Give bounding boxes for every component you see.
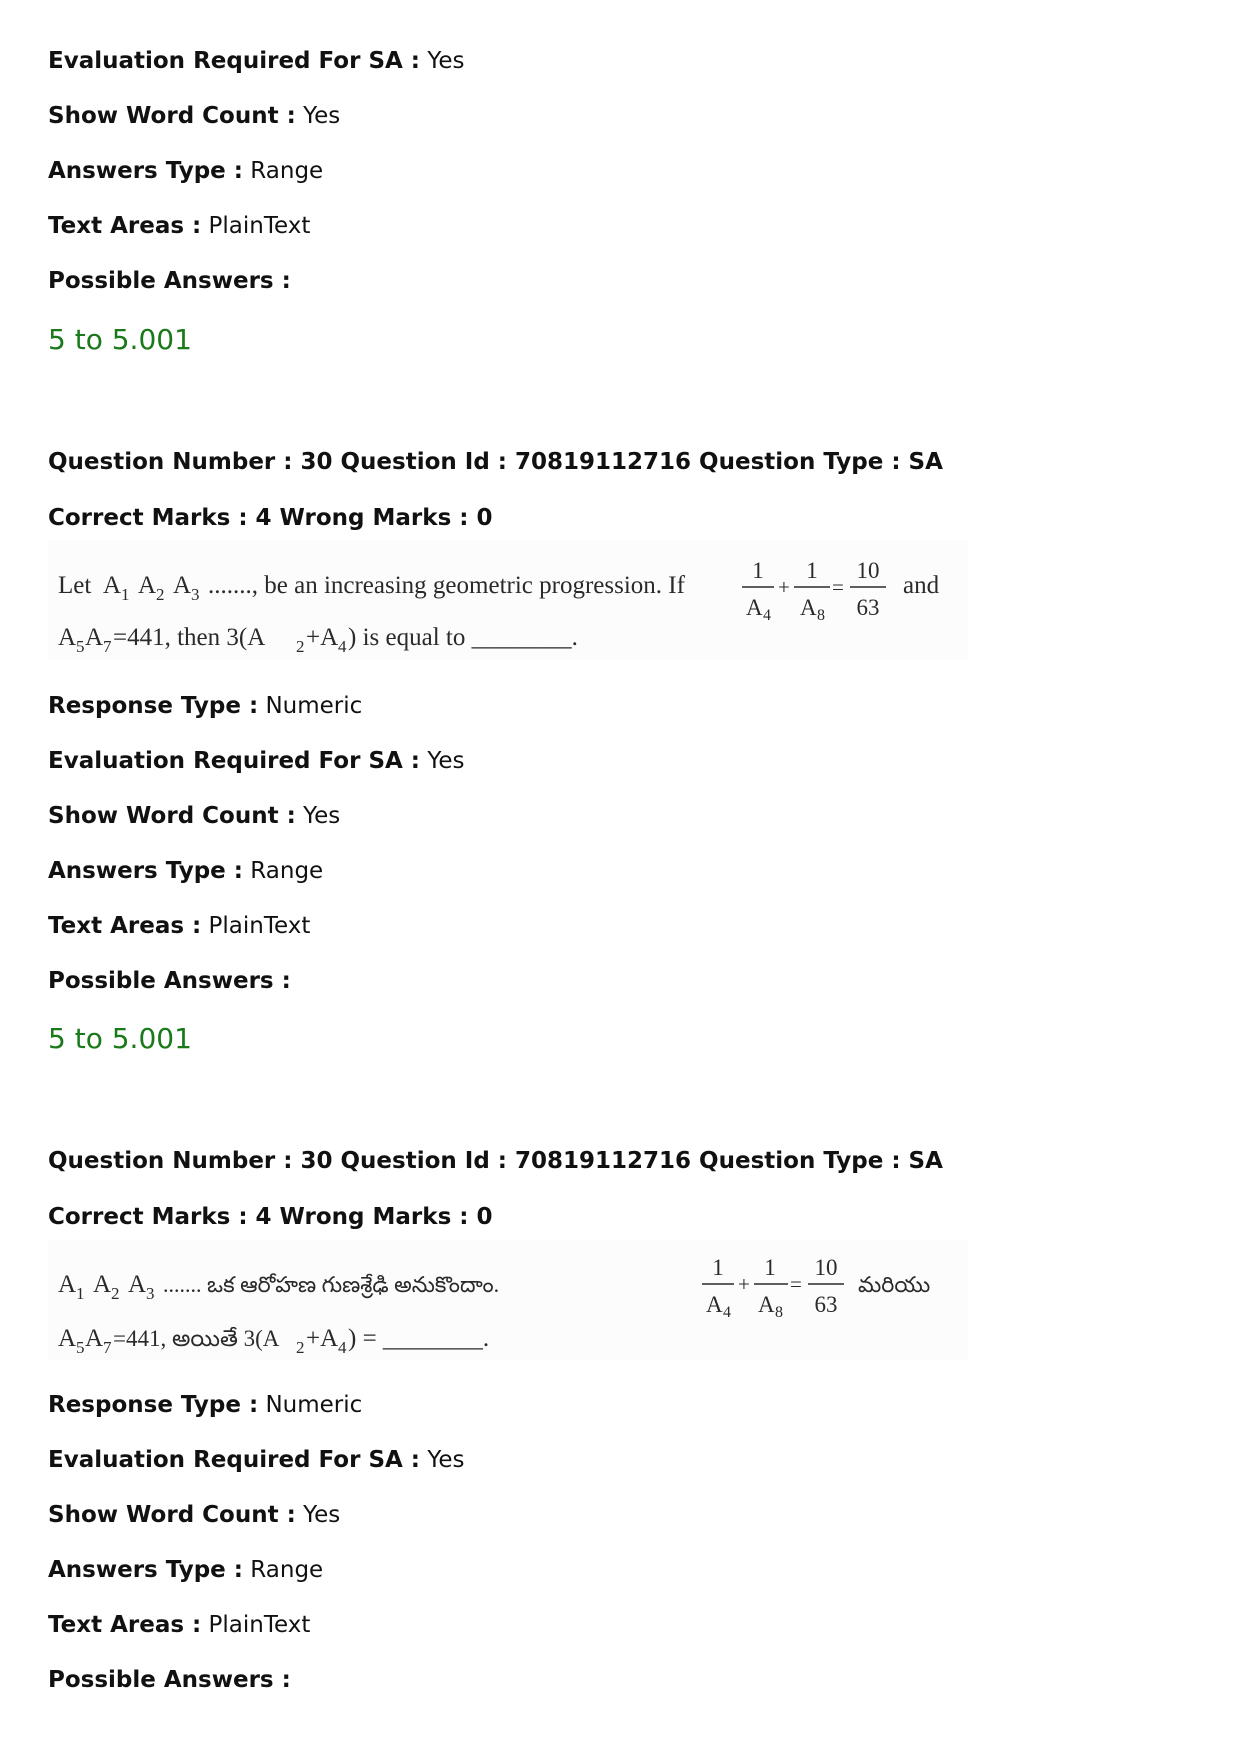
show-word-count-value: Yes <box>303 103 341 129</box>
frac3-numerator: 10 <box>814 1255 838 1280</box>
line2-end: ) is equal to ________. <box>348 624 578 651</box>
question-stem-image <box>48 540 968 660</box>
evaluation-required-row <box>48 746 464 776</box>
line2-a2-sub: 2 <box>296 637 305 656</box>
frac2-denominator: A <box>758 1292 775 1317</box>
answers-type-row <box>48 856 323 886</box>
evaluation-required-label: Evaluation Required For SA : <box>48 1447 421 1473</box>
equals-sign: = <box>790 1272 802 1296</box>
frac2-numerator: 1 <box>764 1255 776 1280</box>
line2-a5: A <box>58 1325 77 1352</box>
stem-a1-sub: 1 <box>76 1284 85 1303</box>
line2-a4-sub: 4 <box>338 637 347 656</box>
stem-a1-sub: 1 <box>121 585 130 604</box>
question-stem-image <box>48 1240 968 1360</box>
evaluation-required-value: Yes <box>427 748 465 774</box>
frac1-denominator-sub: 4 <box>763 607 771 624</box>
stem-a3-sub: 3 <box>191 585 200 604</box>
evaluation-required-row <box>48 1445 464 1475</box>
line2-a7-sub: 7 <box>103 1338 112 1357</box>
frac2-denominator-sub: 8 <box>817 607 825 624</box>
line2-a7: A <box>85 624 104 651</box>
possible-answers-label: Possible Answers : <box>48 1667 291 1693</box>
answers-type-row <box>48 1555 323 1585</box>
stem-a2-sub: 2 <box>156 585 165 604</box>
answers-type-value: Range <box>250 1557 324 1583</box>
question-header: Question Number : 30 Question Id : 70819112716 Question Type : SA <box>48 449 943 475</box>
evaluation-required-value: Yes <box>427 48 465 74</box>
answers-type-label: Answers Type : <box>48 858 243 884</box>
stem-a3: A <box>128 1271 147 1298</box>
question-header: Question Number : 30 Question Id : 70819112716 Question Type : SA <box>48 1148 943 1174</box>
plus-sign: + <box>778 575 790 599</box>
response-type-value: Numeric <box>265 693 363 719</box>
answers-type-label: Answers Type : <box>48 158 243 184</box>
show-word-count-label: Show Word Count : <box>48 103 296 129</box>
text-areas-value: PlainText <box>208 913 311 939</box>
line2-a2-sub: 2 <box>296 1338 305 1357</box>
response-type-row <box>48 1390 362 1420</box>
response-type-row <box>48 691 362 721</box>
evaluation-required-row <box>48 46 464 76</box>
text-areas-row <box>48 911 310 941</box>
stem-a2-sub: 2 <box>111 1284 120 1303</box>
plus-sign: + <box>738 1272 750 1296</box>
line2-plus-a: +A <box>306 624 339 651</box>
answers-type-row <box>48 156 323 186</box>
line2-a7-sub: 7 <box>103 637 112 656</box>
possible-answers-row <box>48 966 291 996</box>
line2-a7: A <box>85 1325 104 1352</box>
text-areas-label: Text Areas : <box>48 913 202 939</box>
possible-answer-value: 5 to 5.001 <box>48 1022 192 1055</box>
line2-end: ) = ________. <box>348 1325 490 1352</box>
question-marks: Correct Marks : 4 Wrong Marks : 0 <box>48 505 493 531</box>
response-type-value: Numeric <box>265 1392 363 1418</box>
show-word-count-value: Yes <box>303 1502 341 1528</box>
frac1-denominator: A <box>706 1292 723 1317</box>
line2-text: =441, then 3(A <box>113 624 266 651</box>
frac2-numerator: 1 <box>806 558 818 583</box>
response-type-label: Response Type : <box>48 1392 259 1418</box>
text-areas-row <box>48 1610 310 1640</box>
answers-type-label: Answers Type : <box>48 1557 243 1583</box>
question-marks: Correct Marks : 4 Wrong Marks : 0 <box>48 1204 493 1230</box>
frac1-denominator: A <box>746 595 763 620</box>
show-word-count-label: Show Word Count : <box>48 803 296 829</box>
possible-answers-label: Possible Answers : <box>48 968 291 994</box>
equals-sign: = <box>832 575 844 599</box>
frac3-denominator: 63 <box>856 595 880 620</box>
answers-type-value: Range <box>250 158 324 184</box>
evaluation-required-label: Evaluation Required For SA : <box>48 48 421 74</box>
text-areas-value: PlainText <box>208 1612 311 1638</box>
line2-text: =441, అయితే 3(A <box>113 1326 280 1351</box>
frac1-denominator-sub: 4 <box>723 1304 731 1321</box>
stem-a1: A <box>103 572 122 599</box>
possible-answers-row <box>48 1665 291 1695</box>
evaluation-required-label: Evaluation Required For SA : <box>48 748 421 774</box>
show-word-count-row <box>48 101 340 131</box>
show-word-count-value: Yes <box>303 803 341 829</box>
show-word-count-row <box>48 1500 340 1530</box>
possible-answer-value: 5 to 5.001 <box>48 323 192 356</box>
evaluation-required-value: Yes <box>427 1447 465 1473</box>
show-word-count-label: Show Word Count : <box>48 1502 296 1528</box>
answers-type-value: Range <box>250 858 324 884</box>
frac3-numerator: 10 <box>856 558 880 583</box>
stem-and: and <box>903 572 940 599</box>
frac2-denominator: A <box>800 595 817 620</box>
stem-text: ....... ఒక ఆరోహణ గుణశ్రేఢి అనుకొందాం. <box>163 1272 500 1297</box>
text-areas-label: Text Areas : <box>48 1612 202 1638</box>
frac1-numerator: 1 <box>752 558 764 583</box>
stem-a1: A <box>58 1271 77 1298</box>
line2-a5: A <box>58 624 77 651</box>
stem-a3: A <box>173 572 192 599</box>
text-areas-value: PlainText <box>208 213 311 239</box>
text-areas-row <box>48 211 310 241</box>
frac2-denominator-sub: 8 <box>775 1304 783 1321</box>
frac3-denominator: 63 <box>814 1292 838 1317</box>
text-areas-label: Text Areas : <box>48 213 202 239</box>
show-word-count-row <box>48 801 340 831</box>
stem-and: మరియు <box>858 1272 931 1297</box>
stem-text: ......., be an increasing geometric progression. If <box>208 572 685 599</box>
possible-answers-label: Possible Answers : <box>48 268 291 294</box>
line2-plus-a: +A <box>306 1325 339 1352</box>
line2-a5-sub: 5 <box>76 637 85 656</box>
line2-a4-sub: 4 <box>338 1338 347 1357</box>
line2-a5-sub: 5 <box>76 1338 85 1357</box>
possible-answers-row <box>48 266 291 296</box>
stem-lead: Let <box>58 572 92 599</box>
frac1-numerator: 1 <box>712 1255 724 1280</box>
stem-a2: A <box>138 572 157 599</box>
stem-a2: A <box>93 1271 112 1298</box>
stem-a3-sub: 3 <box>146 1284 155 1303</box>
response-type-label: Response Type : <box>48 693 259 719</box>
